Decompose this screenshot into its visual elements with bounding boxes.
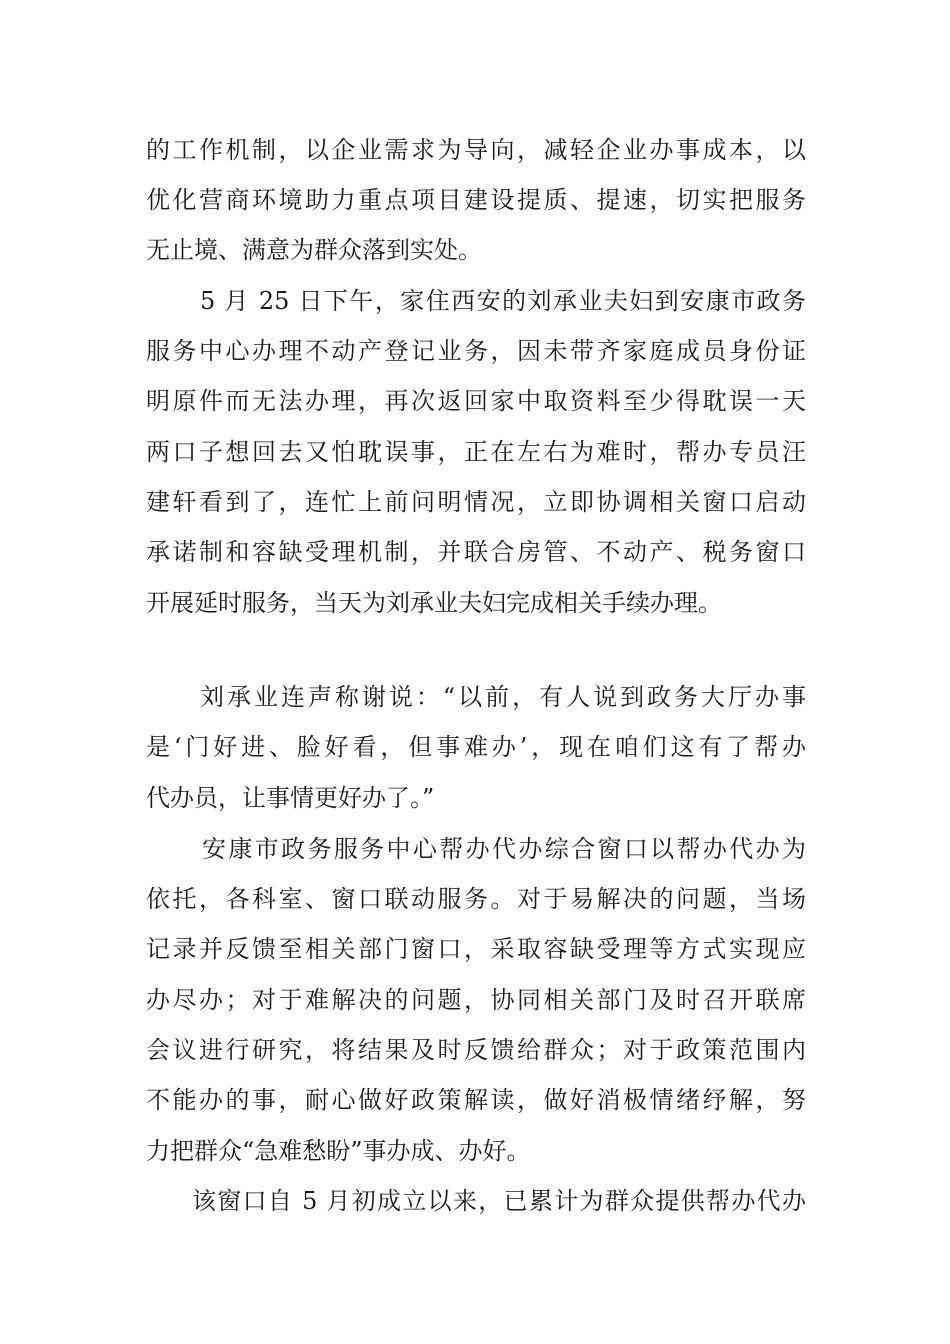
text-line: 建轩看到了，连忙上前问明情况，立即协调相关窗口启动 bbox=[146, 488, 806, 516]
text-line: 的工作机制，以企业需求为导向，减轻企业办事成本，以 bbox=[146, 136, 806, 164]
text-line: 该窗口自 5 月初成立以来，已累计为群众提供帮办代办 bbox=[192, 1187, 806, 1215]
text-line: 代办员，让事情更好办了。” bbox=[146, 784, 435, 812]
text-line: 服务中心办理不动产登记业务，因未带齐家庭成员身份证 bbox=[146, 337, 806, 365]
text-line: 不能办的事，耐心做好政策解读，做好消极情绪纾解，努 bbox=[146, 1086, 806, 1114]
text-line: 无止境、满意为群众落到实处。 bbox=[146, 236, 482, 264]
text-line: 安康市政务服务中心帮办代办综合窗口以帮办代办为 bbox=[202, 835, 806, 863]
text-line: 依托，各科室、窗口联动服务。对于易解决的问题，当场 bbox=[146, 885, 806, 913]
text-line: 力把群众“急难愁盼”事办成、办好。 bbox=[146, 1137, 531, 1165]
text-line: 5 月 25 日下午，家住西安的刘承业夫妇到安康市政务 bbox=[200, 287, 806, 315]
text-line: 明原件而无法办理，再次返回家中取资料至少得耽误一天 bbox=[146, 387, 806, 415]
text-line: 是‘门好进、脸好看，但事难办’，现在咱们这有了帮办 bbox=[146, 733, 806, 761]
text-line: 开展延时服务，当天为刘承业夫妇完成相关手续办理。 bbox=[146, 589, 722, 617]
text-line: 会议进行研究，将结果及时反馈给群众；对于政策范围内 bbox=[146, 1036, 806, 1064]
text-line: 办尽办；对于难解决的问题，协同相关部门及时召开联席 bbox=[146, 986, 806, 1014]
text-line: 记录并反馈至相关部门窗口，采取容缺受理等方式实现应 bbox=[146, 935, 806, 963]
text-line: 两口子想回去又怕耽误事，正在左右为难时，帮办专员汪 bbox=[146, 438, 806, 466]
text-line: 优化营商环境助力重点项目建设提质、提速，切实把服务 bbox=[146, 186, 806, 214]
text-line: 承诺制和容缺受理机制，并联合房管、不动产、税务窗口 bbox=[146, 538, 806, 566]
text-line: 刘承业连声称谢说：“以前，有人说到政务大厅办事 bbox=[200, 683, 806, 711]
